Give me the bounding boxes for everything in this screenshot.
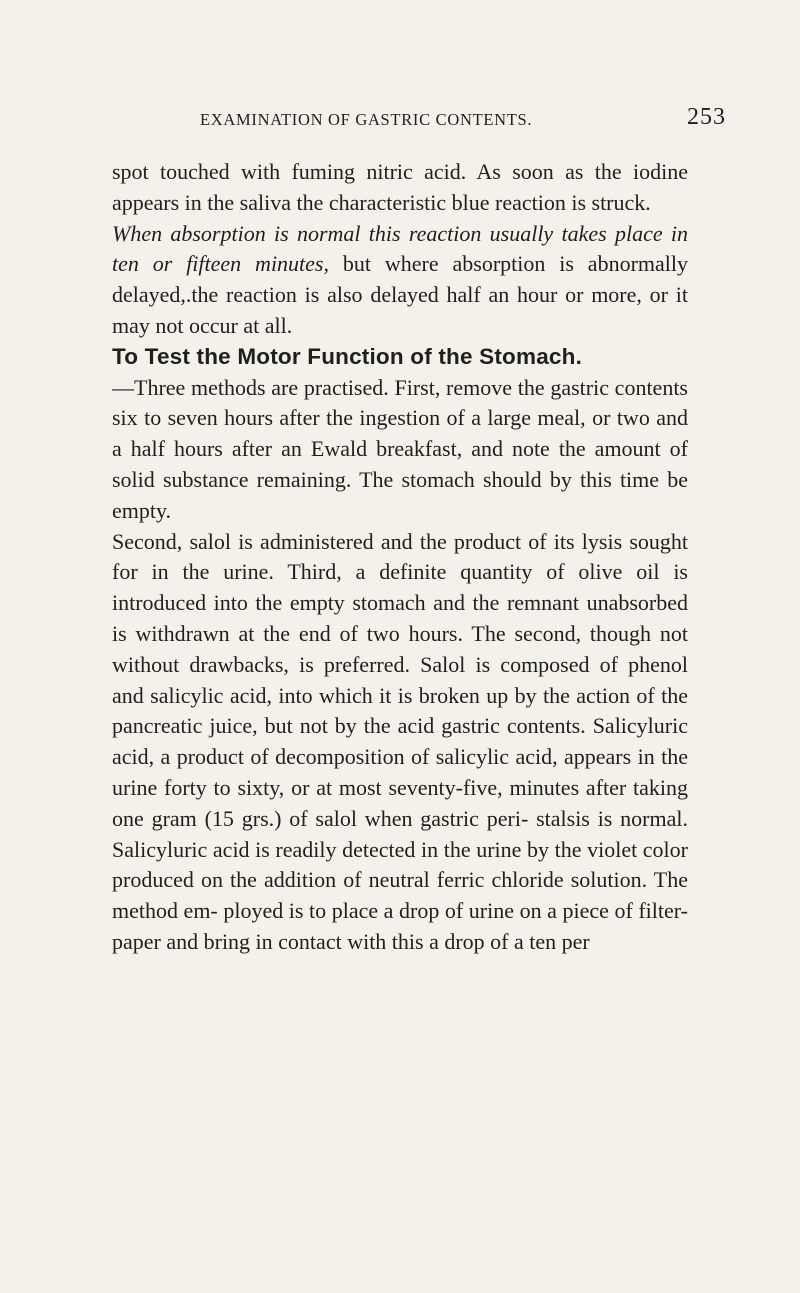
paragraph-2-rest: but where absorption is abnormally delayed,.the reaction is also delayed half an hour or more, or it may not occur at all. (112, 251, 688, 338)
paragraph-3: —Three methods are practised. First, remove the gastric contents six to seven hours after the ingestion of a large meal, or two and a half hours after an Ewald breakfast, and note the amount of solid substance remaining. The stomach should by this time be empty. (112, 374, 688, 523)
body-text (112, 157, 688, 958)
page-header (114, 104, 726, 134)
italic-phrase: When absorption is normal this reaction usually takes place in ten or fifteen minutes, (112, 220, 688, 277)
page-number: 253 (687, 104, 726, 130)
section-title: To Test the Motor Function of the Stomach. (112, 343, 583, 369)
section-heading-paragraph (112, 342, 688, 373)
paragraph-4: Second, salol is administered and the product of its lysis sought for in the urine. Third, a definite quantity of olive oil is introduced into the empty stomach and the remnant unabsorbed is withdrawn at the end of two hours. The second, though not without drawbacks, is preferred. Salol is composed of phenol and salicylic acid, into which it is broken up by the action of the pancreatic juice, but not by the acid gastric contents. Salicyluric acid, a product of decomposition of salicylic acid, appears in the urine forty to sixty, or at most seventy-five, minutes after taking one gram (15 grs.) of salol when gastric peri- stalsis is normal. Salicyluric acid is readily detected in the urine by the violet color produced on the addition of neutral ferric chloride solution. The method em- ployed is to place a drop of urine on a piece of filter- paper and bring in contact with this a drop of a ten per (112, 528, 688, 954)
running-head: EXAMINATION OF GASTRIC CONTENTS. (200, 110, 533, 129)
paragraph-1: spot touched with fuming nitric acid. As soon as the iodine appears in the saliva the characteristic blue reaction is struck. (112, 159, 688, 215)
paragraph-2 (112, 219, 688, 342)
